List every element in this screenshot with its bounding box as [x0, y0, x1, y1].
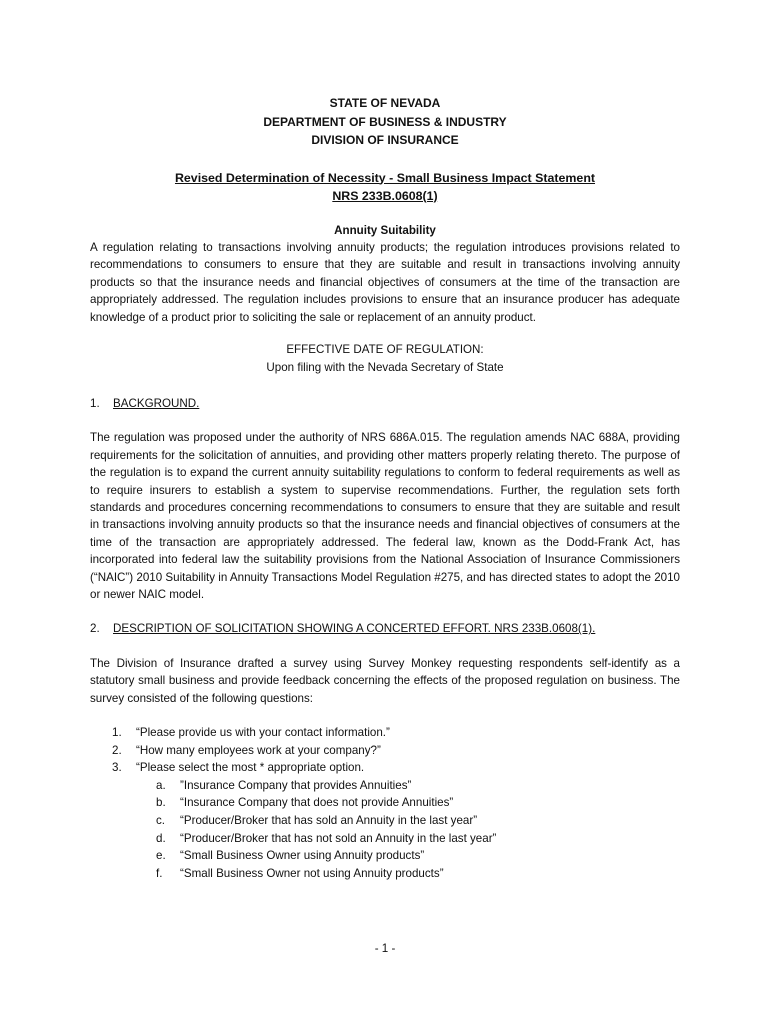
effective-date-block: [90, 341, 680, 377]
section-2-body: The Division of Insurance drafted a survey using Survey Monkey requesting respondents self-identify as a statutory small business and provide feedback concerning the effects of the proposed regulation on business. The survey consisted of the following questions:: [90, 656, 680, 705]
list-item: 1. “Please provide us with your contact information.”: [112, 726, 390, 740]
section-1-title: BACKGROUND.: [113, 396, 200, 410]
effective-date-label: EFFECTIVE DATE OF REGULATION:: [286, 342, 484, 356]
list-item: d. “Producer/Broker that has not sold an Annuity in the last year”: [156, 831, 497, 845]
header-department: DEPARTMENT OF BUSINESS & INDUSTRY: [263, 114, 507, 129]
regulation-description: A regulation relating to transactions involving annuity products; the regulation introduces provisions related to recommendations to consumers to ensure that they are suitable and result in transactions involving annuity products so that the insurance needs and financial objectives of consumers at the time of the transaction are appropriately addressed. The regulation includes provisions to ensure that an insurance producer has adequate knowledge of a product prior to soliciting the sale or replacement of an annuity product.: [90, 240, 680, 324]
list-item: e. “Small Business Owner using Annuity products”: [156, 849, 425, 863]
list-item: a. ”Insurance Company that provides Annuities”: [156, 778, 412, 792]
section-1-heading: [90, 395, 680, 412]
agency-header: [90, 94, 680, 150]
section-2-heading: [90, 620, 680, 637]
regulation-subhead: Annuity Suitability: [334, 223, 436, 237]
list-item: c. “Producer/Broker that has sold an Annuity in the last year”: [156, 814, 478, 827]
section-2-number: 2.: [90, 622, 100, 636]
section-1-number: 1.: [90, 396, 100, 410]
header-state: STATE OF NEVADA: [329, 96, 441, 110]
list-item: 2. “How many employees work at your company?”: [112, 743, 381, 757]
list-item: b. “Insurance Company that does not provide Annuities”: [156, 796, 454, 810]
document-page: [90, 94, 680, 882]
list-item: f. “Small Business Owner not using Annuity products”: [156, 866, 444, 880]
survey-options: [90, 777, 680, 883]
title-statute: NRS 233B.0608(1): [332, 188, 438, 203]
title-main: Revised Determination of Necessity - Small Business Impact Statement: [174, 170, 596, 185]
list-item: 3. “Please select the most * appropriate option. a. ”Insurance Company that provides Annuities” b. “Insurance Company that does not provide Annuities” c. “Producer/Broker that has sold an Annuity in the last year” d. “Producer/Broker that has not sold an Annuity in the last year” e. “Small Business Owner using Annuity products” f. “Small Business Owner not using Annuity products”: [90, 759, 680, 882]
survey-questions: [90, 724, 680, 882]
section-1-body: The regulation was proposed under the authority of NRS 686A.015. The regulation amends NAC 688A, providing requirements for the solicitation of annuities, and providing other matters properly relating thereto. The purpose of the regulation is to expand the current annuity suitability regulations to conform to federal requirements as well as to require insurers to establish a system to supervise recommendations. Further, the regulation sets forth standards and procedures concerning recommendations to consumers to ensure that they are suitable and result in transactions involving annuity products so that the insurance needs and financial objectives of consumers at the time of the transaction are appropriately addressed. The federal law, known as the Dodd-Frank Act, has incorporated into federal law the suitability provisions from the National Association of Insurance Commissioners (“NAIC”) 2010 Suitability in Annuity Transactions Model Regulation #275, and has directed states to adopt the 2010 or newer NAIC model.: [90, 431, 680, 601]
page-number: - 1 -: [374, 942, 396, 955]
section-2-title: DESCRIPTION OF SOLICITATION SHOWING A CONCERTED EFFORT. NRS 233B.0608(1).: [113, 622, 596, 636]
effective-date-value: Upon filing with the Nevada Secretary of State: [266, 360, 504, 374]
document-title: [90, 169, 680, 205]
header-division: DIVISION OF INSURANCE: [311, 133, 459, 147]
